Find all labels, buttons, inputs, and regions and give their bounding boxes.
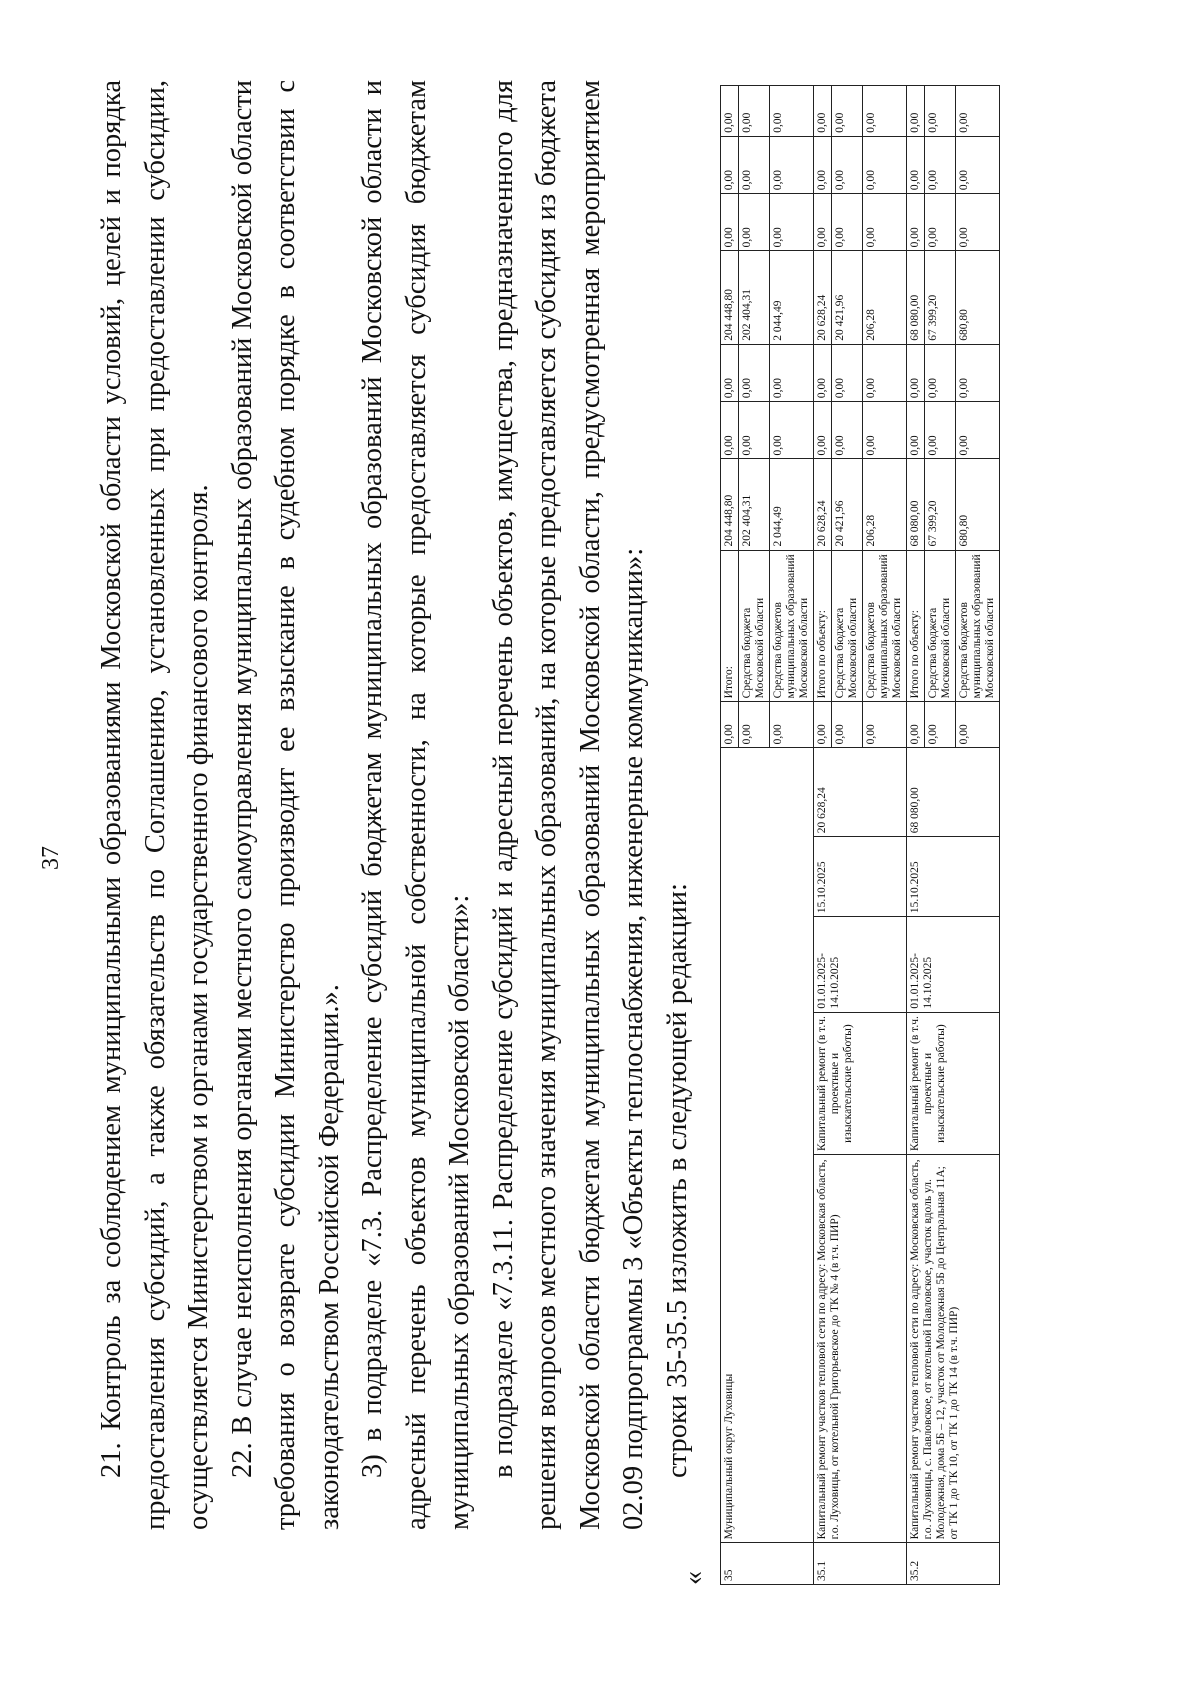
value-cell: 0,00 <box>814 402 832 459</box>
value-cell: 67 399,20 <box>925 459 956 550</box>
value-cell: 0,00 <box>907 702 925 748</box>
value-cell: 0,00 <box>770 402 814 459</box>
value-cell: 0,00 <box>956 402 1000 459</box>
value-cell: 68 080,00 <box>907 459 925 550</box>
completion-date: 15.10.2025 <box>814 837 907 917</box>
value-cell: 0,00 <box>814 194 832 251</box>
value-cell: 0,00 <box>863 86 907 137</box>
value-cell: 0,00 <box>832 344 863 401</box>
value-cell: 202 404,31 <box>739 251 770 344</box>
subsidy-table <box>720 85 1000 1585</box>
value-cell: 0,00 <box>832 702 863 748</box>
table-row <box>721 86 739 1585</box>
value-cell: 0,00 <box>925 344 956 401</box>
value-cell: 0,00 <box>739 402 770 459</box>
value-cell: 206,28 <box>863 251 907 344</box>
value-cell: 0,00 <box>863 402 907 459</box>
value-cell: 0,00 <box>721 136 739 193</box>
value-cell: 2 044,49 <box>770 251 814 344</box>
value-cell: 0,00 <box>925 194 956 251</box>
value-cell: 0,00 <box>832 402 863 459</box>
funding-source: Средства бюджетов муниципальных образований Московской области <box>770 550 814 702</box>
value-cell: 20 421,96 <box>832 459 863 550</box>
value-cell: 680,80 <box>956 251 1000 344</box>
value-cell: 0,00 <box>925 702 956 748</box>
value-cell: 0,00 <box>770 136 814 193</box>
value-cell: 0,00 <box>721 86 739 137</box>
document-page <box>20 60 1180 1660</box>
funding-source: Средства бюджета Московской области <box>739 550 770 702</box>
value-cell: 0,00 <box>770 344 814 401</box>
work-period: 01.01.2025- 14.10.2025 <box>814 917 907 1013</box>
value-cell: 0,00 <box>832 86 863 137</box>
funding-source: Средства бюджета Московской области <box>925 550 956 702</box>
value-cell: 20 628,24 <box>814 459 832 550</box>
value-cell: 0,00 <box>863 702 907 748</box>
value-cell: 0,00 <box>907 344 925 401</box>
page-number: 37 <box>38 846 64 870</box>
paragraph-item-3: 3) в подразделе «7.3. Распределение субсидий бюджетам муниципальных образований Московской области и адресный перечень объектов муниципальной собственности, на которые предоставляется субсидия бюджетам муниципальных образований Московской области»: <box>357 80 475 1530</box>
table-row <box>907 86 925 1585</box>
value-cell: 0,00 <box>721 194 739 251</box>
value-cell: 0,00 <box>814 344 832 401</box>
value-cell: 0,00 <box>814 86 832 137</box>
funding-source: Итого: <box>721 550 739 702</box>
value-cell: 0,00 <box>739 136 770 193</box>
value-cell: 0,00 <box>956 194 1000 251</box>
value-cell: 20 628,24 <box>814 251 832 344</box>
value-cell: 0,00 <box>832 194 863 251</box>
completion-date: 15.10.2025 <box>907 837 1000 917</box>
paragraph-22: 22. В случае неисполнения органами местного самоуправления муниципальных образований Московской области требования о возврате субсидии Министерство производит ее взыскание в судебном порядке в соответствии с законодательством Российской Федерации.». <box>226 80 345 1530</box>
municipality-name: Муниципальный округ Луховицы <box>721 748 814 1543</box>
value-cell: 0,00 <box>925 136 956 193</box>
value-cell: 0,00 <box>739 194 770 251</box>
value-cell: 0,00 <box>739 702 770 748</box>
value-cell: 0,00 <box>956 86 1000 137</box>
value-cell: 0,00 <box>739 86 770 137</box>
value-cell: 0,00 <box>907 136 925 193</box>
value-cell: 0,00 <box>907 402 925 459</box>
value-cell: 68 080,00 <box>907 251 925 344</box>
value-cell: 0,00 <box>832 136 863 193</box>
value-cell: 204 448,80 <box>721 459 739 550</box>
value-cell: 0,00 <box>863 136 907 193</box>
value-cell: 0,00 <box>956 702 1000 748</box>
opening-quote-mark: « <box>678 1571 709 1585</box>
value-cell: 0,00 <box>770 194 814 251</box>
object-name: Капитальный ремонт участков тепловой сети по адресу: Московская область, г.о. Луховицы, с. Павловское, от котельной Павловское, участок вдоль ул. Молодежная, дома 5Б – 12, участок от Молодежная 5Б до Центральная 11А; от ТК 1 до ТК 10, от ТК 1 до ТК 14 (в т.ч. ПИР) <box>907 1155 1000 1543</box>
funding-source: Средства бюджетов муниципальных образований Московской области <box>863 550 907 702</box>
funding-source: Средства бюджета Московской области <box>832 550 863 702</box>
value-cell: 0,00 <box>739 344 770 401</box>
value-cell: 0,00 <box>925 402 956 459</box>
row-number: 35.1 <box>814 1543 907 1585</box>
row-number: 35.2 <box>907 1543 1000 1585</box>
value-cell: 0,00 <box>770 702 814 748</box>
paragraph-subsection-7-3-11: в подразделе «7.3.11. Распределение субсидий и адресный перечень объектов, имущества, предназначенного для решения вопросов местного значения муниципальных образований, на которые предоставляется субсидия из бюджета Московской области бюджетам муниципальных образований Московской области, предусмотренная мероприятием 02.09 подпрограммы 3 «Объекты теплоснабжения, инженерные коммуникации»: <box>487 80 649 1530</box>
funding-source: Средства бюджетов муниципальных образований Московской области <box>956 550 1000 702</box>
object-cost: 68 080,00 <box>907 748 1000 837</box>
object-cost: 20 628,24 <box>814 748 907 837</box>
value-cell: 0,00 <box>863 194 907 251</box>
value-cell: 0,00 <box>770 86 814 137</box>
value-cell: 680,80 <box>956 459 1000 550</box>
value-cell: 0,00 <box>814 136 832 193</box>
value-cell: 2 044,49 <box>770 459 814 550</box>
value-cell: 0,00 <box>956 136 1000 193</box>
work-type: Капитальный ремонт (в т.ч. проектные и изыскательские работы) <box>814 1012 907 1155</box>
value-cell: 0,00 <box>814 702 832 748</box>
value-cell: 20 421,96 <box>832 251 863 344</box>
table-row <box>814 86 832 1585</box>
funding-source: Итого по объекту: <box>907 550 925 702</box>
value-cell: 67 399,20 <box>925 251 956 344</box>
body-text <box>90 80 699 1530</box>
object-name: Капитальный ремонт участков тепловой сети по адресу: Московская область, г.о. Луховицы, от котельной Григорьевское до ТК № 4 (в т.ч. ПИР) <box>814 1155 907 1543</box>
value-cell: 202 404,31 <box>739 459 770 550</box>
value-cell: 0,00 <box>721 344 739 401</box>
value-cell: 0,00 <box>956 344 1000 401</box>
value-cell: 206,28 <box>863 459 907 550</box>
value-cell: 0,00 <box>907 194 925 251</box>
row-number: 35 <box>721 1543 814 1585</box>
work-type: Капитальный ремонт (в т.ч. проектные и изыскательские работы) <box>907 1012 1000 1155</box>
value-cell: 0,00 <box>721 402 739 459</box>
work-period: 01.01.2025- 14.10.2025 <box>907 917 1000 1013</box>
value-cell: 0,00 <box>721 702 739 748</box>
value-cell: 0,00 <box>863 344 907 401</box>
paragraph-21: 21. Контроль за соблюдением муниципальными образованиями Московской области условий, целей и порядка предоставления субсидий, а также обязательств по Соглашению, установленных при предоставлении субсидии, осуществляется Министерством и органами государственного финансового контроля. <box>96 80 214 1530</box>
value-cell: 0,00 <box>907 86 925 137</box>
funding-source: Итого по объекту: <box>814 550 832 702</box>
value-cell: 0,00 <box>925 86 956 137</box>
paragraph-rows-instruction: строки 35-35.5 изложить в следующей редакции: <box>661 883 693 1478</box>
value-cell: 204 448,80 <box>721 251 739 344</box>
